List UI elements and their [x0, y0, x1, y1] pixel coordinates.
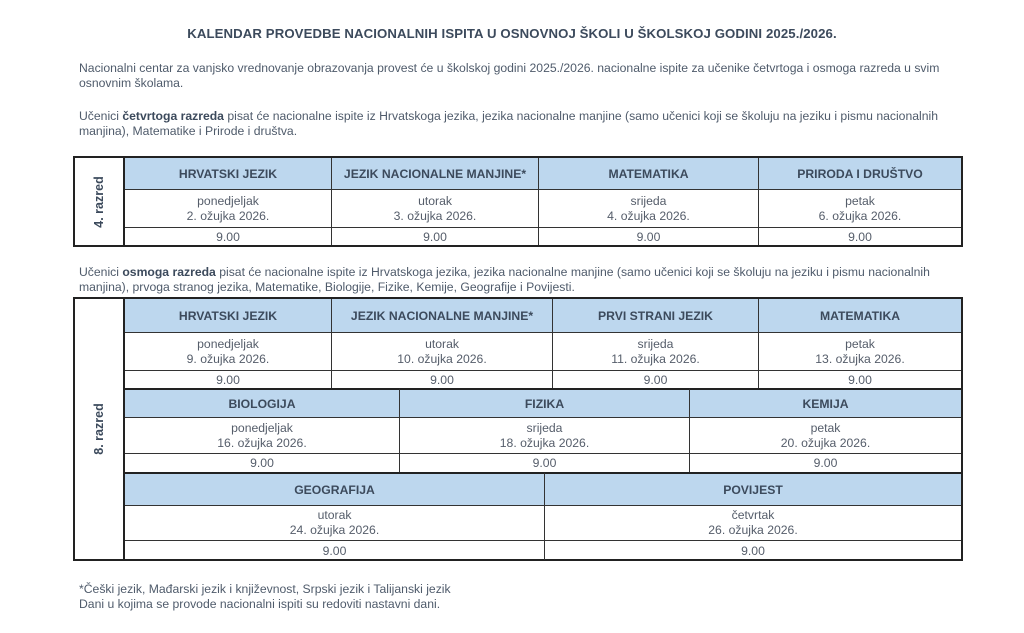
- grade4-label: 4. razred: [92, 175, 106, 228]
- exam-weekday: utorak: [418, 193, 452, 208]
- exam-date: 2. ožujka 2026.: [186, 208, 270, 223]
- exam-date-cell: [544, 506, 961, 541]
- page-title: KALENDAR PROVEDBE NACIONALNIH ISPITA U OSNOVNOJ ŠKOLI U ŠKOLSKOJ GODINI 2025./2026.: [187, 26, 837, 41]
- exam-time: 9.00: [216, 229, 240, 244]
- exam-date: 20. ožujka 2026.: [780, 435, 871, 450]
- exam-date: 9. ožujka 2026.: [186, 351, 270, 366]
- exam-date: 4. ožujka 2026.: [607, 208, 690, 223]
- footnotes: [79, 582, 451, 612]
- exam-subject-header: HRVATSKI JEZIK: [125, 299, 331, 333]
- exam-date: 18. ožujka 2026.: [499, 435, 590, 450]
- grade4-bold: četvrtoga razreda: [122, 109, 224, 123]
- grade4-suffix: pisat će nacionalne ispite iz Hrvatskoga jezika, jezika nacionalne manjine (samo učenici koji se školuju na jeziku i pismu nacionalnih manjina), Matematike i Prirode i društva.: [79, 109, 938, 138]
- grade8-table: [73, 297, 963, 561]
- grade8-paragraph: [79, 265, 959, 295]
- intro-paragraph: Nacionalni centar za vanjsko vrednovanje obrazovanja provest će u školskoj godini 2025./2026. nacionalne ispite za učenike četvrtoga i osmoga razreda u svim osnovnim školama.: [79, 61, 940, 90]
- exam-weekday: petak: [810, 420, 841, 435]
- exam-date-cell: [125, 333, 331, 371]
- exam-time: 9.00: [538, 228, 758, 245]
- exam-time: 9.00: [758, 228, 961, 245]
- exam-date-cell: [331, 190, 538, 228]
- grade8-prefix: Učenici: [79, 265, 123, 279]
- exam-date: 6. ožujka 2026.: [818, 208, 902, 223]
- exam-date-cell: [538, 190, 758, 228]
- exam-date-cell: [125, 418, 399, 454]
- exam-date-cell: [399, 418, 689, 454]
- exam-date: 3. ožujka 2026.: [393, 208, 477, 223]
- exam-date-cell: [125, 506, 544, 541]
- exam-time: 9.00: [689, 454, 961, 472]
- exam-subject-header: GEOGRAFIJA: [125, 472, 544, 506]
- exam-time: 9.00: [544, 541, 961, 560]
- exam-date: 13. ožujka 2026.: [815, 351, 905, 366]
- exam-date-cell: [552, 333, 758, 371]
- exam-time: 9.00: [322, 543, 347, 558]
- exam-date: 26. ožujka 2026.: [708, 523, 798, 537]
- grade8-label: 8. razred: [92, 403, 106, 455]
- grade4-table: [73, 156, 963, 247]
- exam-weekday: utorak: [317, 508, 352, 522]
- exam-date-cell: [689, 418, 961, 454]
- exam-weekday: srijeda: [630, 193, 667, 208]
- exam-weekday: ponedjeljak: [197, 193, 259, 208]
- exam-subject-header: MATEMATIKA: [758, 299, 961, 333]
- exam-weekday: srijeda: [637, 336, 674, 351]
- exam-subject-header: HRVATSKI JEZIK: [125, 158, 331, 190]
- exam-date-cell: [125, 190, 331, 228]
- grade8-suffix: pisat će nacionalne ispite iz Hrvatskoga jezika, jezika nacionalne manjine (samo učenici koji se školuju na jeziku i pismu nacionalnih manjina), prvoga stranog jezika, Matematike, Biologije, Fizike, Kemije, Geografije i Povijesti.: [79, 265, 930, 294]
- exam-weekday: ponedjeljak: [231, 420, 293, 435]
- exam-date-cell: [331, 333, 552, 371]
- exam-weekday: srijeda: [526, 420, 563, 435]
- exam-time: 9.00: [331, 228, 538, 245]
- exam-weekday: četvrtak: [731, 508, 775, 522]
- exam-subject-header: JEZIK NACIONALNE MANJINE*: [331, 299, 552, 333]
- exam-weekday: utorak: [425, 336, 459, 351]
- grade8-label-cell: [75, 299, 125, 559]
- exam-time: 9.00: [331, 371, 552, 388]
- exam-date: 24. ožujka 2026.: [289, 523, 380, 537]
- grade4-paragraph: [79, 109, 959, 139]
- exam-date: 11. ožujka 2026.: [611, 351, 700, 366]
- exam-time: 9.00: [250, 456, 274, 470]
- exam-time: 9.00: [216, 372, 240, 387]
- exam-subject-header: PRIRODA I DRUŠTVO: [758, 158, 961, 190]
- exam-date: 10. ožujka 2026.: [397, 351, 487, 366]
- exam-date-cell: [758, 333, 961, 371]
- exam-date: 16. ožujka 2026.: [217, 435, 307, 450]
- exam-subject-header: BIOLOGIJA: [125, 388, 399, 418]
- grade8-bold: osmoga razreda: [122, 265, 216, 279]
- footnote-languages: *Češki jezik, Mađarski jezik i književnost, Srpski jezik i Talijanski jezik: [79, 582, 451, 596]
- exam-time: 9.00: [399, 454, 689, 472]
- grade4-label-cell: [75, 158, 125, 245]
- footnote-school-days: Dani u kojima se provode nacionalni ispiti su redoviti nastavni dani.: [79, 597, 441, 611]
- exam-subject-header: POVIJEST: [544, 472, 961, 506]
- exam-subject-header: JEZIK NACIONALNE MANJINE*: [331, 158, 538, 190]
- grade4-prefix: Učenici: [79, 109, 123, 123]
- exam-subject-header: FIZIKA: [399, 388, 689, 418]
- exam-weekday: petak: [845, 336, 875, 351]
- exam-time: 9.00: [552, 371, 758, 388]
- exam-subject-header: PRVI STRANI JEZIK: [552, 299, 758, 333]
- exam-date-cell: [758, 190, 961, 228]
- exam-weekday: ponedjeljak: [197, 336, 259, 351]
- exam-subject-header: KEMIJA: [689, 388, 961, 418]
- exam-time: 9.00: [758, 371, 961, 388]
- exam-subject-header: MATEMATIKA: [538, 158, 758, 190]
- exam-weekday: petak: [845, 193, 875, 208]
